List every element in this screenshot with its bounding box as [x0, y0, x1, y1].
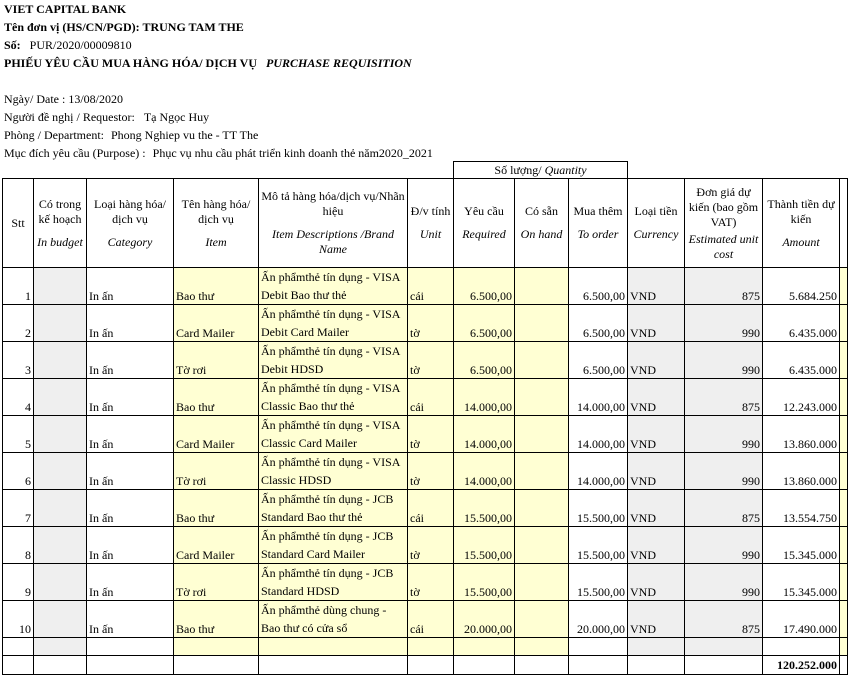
required-qty: 15.500,00: [454, 527, 515, 564]
unit-cost-cell: 875: [685, 268, 763, 305]
row-number: 9: [3, 564, 34, 601]
unit-cost-cell: 990: [685, 416, 763, 453]
requisition-table: [2, 161, 848, 675]
category-cell: In ấn: [87, 527, 174, 564]
item-cell: Tờ rơi: [174, 564, 259, 601]
col-header-item: Tên hàng hóa/ dịch vụ Item: [174, 179, 259, 268]
description-cell: Ấn phẩmthẻ tín dụng - VISA Classic Bao thư thẻ: [259, 379, 408, 416]
to-order-qty: 6.500,00: [569, 305, 628, 342]
date-label: Ngày/ Date :: [4, 92, 66, 106]
form-title-vi: PHIẾU YÊU CẦU MUA HÀNG HÓA/ DỊCH VỤ: [4, 56, 258, 70]
unit-cell: tờ: [408, 564, 454, 601]
to-order-qty: 6.500,00: [569, 268, 628, 305]
row-number: 4: [3, 379, 34, 416]
to-order-qty: 15.500,00: [569, 527, 628, 564]
total-row: [3, 656, 848, 675]
category-cell: In ấn: [87, 564, 174, 601]
currency-cell: VND: [628, 564, 685, 601]
item-cell: Tờ rơi: [174, 342, 259, 379]
col-header-to-order: Mua thêm To order: [569, 179, 628, 268]
unit-cell: tờ: [408, 527, 454, 564]
col-header-on-hand: Có sẵn On hand: [515, 179, 569, 268]
currency-cell: VND: [628, 305, 685, 342]
edge-cell: [840, 564, 848, 601]
currency-cell: VND: [628, 601, 685, 638]
unit-cost-cell: 990: [685, 342, 763, 379]
currency-cell: VND: [628, 342, 685, 379]
table-row: [3, 342, 848, 379]
bank-name: VIET CAPITAL BANK: [4, 2, 127, 16]
purpose-label: Mục đích yêu cầu (Purpose) :: [4, 146, 146, 160]
currency-cell: VND: [628, 268, 685, 305]
to-order-qty: 15.500,00: [569, 490, 628, 527]
required-qty: 6.500,00: [454, 342, 515, 379]
column-header-row: [3, 179, 848, 268]
in-budget-cell: [34, 416, 87, 453]
amount-cell: 13.860.000: [763, 416, 840, 453]
required-qty: 6.500,00: [454, 305, 515, 342]
category-cell: In ấn: [87, 416, 174, 453]
edge-cell: [840, 342, 848, 379]
in-budget-cell: [34, 305, 87, 342]
amount-cell: 13.860.000: [763, 453, 840, 490]
edge-cell: [840, 527, 848, 564]
requestor-label: Người đề nghị / Requestor:: [4, 110, 135, 124]
unit-cell: tờ: [408, 416, 454, 453]
required-qty: 15.500,00: [454, 490, 515, 527]
row-number: 1: [3, 268, 34, 305]
required-qty: 15.500,00: [454, 564, 515, 601]
item-cell: Bao thư: [174, 268, 259, 305]
unit-cell: tờ: [408, 453, 454, 490]
department-label: Phòng / Department:: [4, 128, 104, 142]
on-hand-qty: [515, 416, 569, 453]
unit-cost-cell: 990: [685, 564, 763, 601]
edge-cell: [840, 453, 848, 490]
category-cell: In ấn: [87, 268, 174, 305]
table-row: [3, 268, 848, 305]
description-cell: Ấn phẩmthẻ tín dụng - VISA Classic HDSD: [259, 453, 408, 490]
to-order-qty: 6.500,00: [569, 342, 628, 379]
to-order-qty: 15.500,00: [569, 564, 628, 601]
doc-number-value: PUR/2020/00009810: [29, 38, 132, 52]
in-budget-cell: [34, 342, 87, 379]
in-budget-cell: [34, 453, 87, 490]
item-cell: Tờ rơi: [174, 453, 259, 490]
description-cell: Ấn phẩmthẻ tín dụng - VISA Debit Bao thư thẻ: [259, 268, 408, 305]
table-row: [3, 416, 848, 453]
required-qty: 14.000,00: [454, 416, 515, 453]
in-budget-cell: [34, 379, 87, 416]
unit-cost-cell: 990: [685, 305, 763, 342]
in-budget-cell: [34, 601, 87, 638]
required-qty: 20.000,00: [454, 601, 515, 638]
unit-cost-cell: 875: [685, 601, 763, 638]
department-value: Phong Nghiep vu the - TT The: [110, 128, 259, 142]
amount-cell: 17.490.000: [763, 601, 840, 638]
amount-cell: 15.345.000: [763, 527, 840, 564]
date-line: [4, 92, 123, 106]
table-row: [3, 564, 848, 601]
required-qty: 6.500,00: [454, 268, 515, 305]
to-order-qty: 20.000,00: [569, 601, 628, 638]
in-budget-cell: [34, 564, 87, 601]
unit-cell: cái: [408, 490, 454, 527]
required-qty: 14.000,00: [454, 453, 515, 490]
col-header-in-budget: Có trong kế hoạch In budget: [34, 179, 87, 268]
purpose-line: [4, 146, 433, 160]
total-amount: 120.252.000: [763, 656, 840, 675]
in-budget-cell: [34, 490, 87, 527]
table-row: [3, 490, 848, 527]
col-header-category: Loại hàng hóa/ dịch vụ Category: [87, 179, 174, 268]
date-value: 13/08/2020: [68, 92, 123, 106]
amount-cell: 12.243.000: [763, 379, 840, 416]
edge-cell: [840, 416, 848, 453]
row-number: 6: [3, 453, 34, 490]
description-cell: Ấn phẩmthẻ tín dụng - JCB Standard Card Mailer: [259, 527, 408, 564]
on-hand-qty: [515, 601, 569, 638]
on-hand-qty: [515, 379, 569, 416]
item-cell: Bao thư: [174, 490, 259, 527]
category-cell: In ấn: [87, 490, 174, 527]
on-hand-qty: [515, 527, 569, 564]
amount-cell: 6.435.000: [763, 342, 840, 379]
doc-number-label: Số:: [4, 38, 21, 52]
item-cell: Card Mailer: [174, 416, 259, 453]
to-order-qty: 14.000,00: [569, 453, 628, 490]
description-cell: Ấn phẩmthẻ tín dụng - JCB Standard Bao thư thẻ: [259, 490, 408, 527]
table-row: [3, 305, 848, 342]
description-cell: Ấn phẩmthẻ dùng chung - Bao thư có cửa sổ: [259, 601, 408, 638]
row-number: 5: [3, 416, 34, 453]
on-hand-qty: [515, 564, 569, 601]
row-number: 7: [3, 490, 34, 527]
col-header-required: Yêu cầu Required: [454, 179, 515, 268]
col-header-description: Mô tả hàng hóa/dịch vụ/Nhãn hiệu Item Descriptions /Brand Name: [259, 179, 408, 268]
unit-cell: tờ: [408, 305, 454, 342]
description-cell: Ấn phẩmthẻ tín dụng - JCB Standard HDSD: [259, 564, 408, 601]
col-header-amount: Thành tiền dự kiến Amount: [763, 179, 840, 268]
unit-cost-cell: 990: [685, 527, 763, 564]
on-hand-qty: [515, 305, 569, 342]
amount-cell: 5.684.250: [763, 268, 840, 305]
table-row: [3, 453, 848, 490]
requestor-value: Tạ Ngọc Huy: [143, 110, 210, 124]
department-line: [4, 128, 258, 142]
on-hand-qty: [515, 342, 569, 379]
edge-cell: [840, 490, 848, 527]
unit-cell: cái: [408, 601, 454, 638]
unit-cost-cell: 990: [685, 453, 763, 490]
edge-cell: [840, 601, 848, 638]
form-title: [4, 56, 412, 70]
item-cell: Card Mailer: [174, 305, 259, 342]
form-title-en: PURCHASE REQUISITION: [266, 56, 412, 70]
row-number: 10: [3, 601, 34, 638]
category-cell: In ấn: [87, 342, 174, 379]
to-order-qty: 14.000,00: [569, 416, 628, 453]
category-cell: In ấn: [87, 453, 174, 490]
unit-cost-cell: 875: [685, 379, 763, 416]
description-cell: Ấn phẩmthẻ tín dụng - VISA Classic Card Mailer: [259, 416, 408, 453]
in-budget-cell: [34, 527, 87, 564]
requestor-line: [4, 110, 209, 124]
edge-cell: [840, 379, 848, 416]
currency-cell: VND: [628, 527, 685, 564]
row-number: 8: [3, 527, 34, 564]
currency-cell: VND: [628, 490, 685, 527]
description-cell: Ấn phẩmthẻ tín dụng - VISA Debit Card Mailer: [259, 305, 408, 342]
currency-cell: VND: [628, 453, 685, 490]
on-hand-qty: [515, 490, 569, 527]
col-header-stt: Stt: [3, 179, 34, 268]
item-cell: Bao thư: [174, 379, 259, 416]
table-row: [3, 601, 848, 638]
on-hand-qty: [515, 453, 569, 490]
item-cell: Bao thư: [174, 601, 259, 638]
currency-cell: VND: [628, 379, 685, 416]
amount-cell: 6.435.000: [763, 305, 840, 342]
edge-cell: [840, 305, 848, 342]
category-cell: In ấn: [87, 379, 174, 416]
required-qty: 14.000,00: [454, 379, 515, 416]
unit-cell: cái: [408, 268, 454, 305]
edge-cell: [840, 268, 848, 305]
quantity-group-header: Số lượng/ Quantity: [454, 162, 628, 179]
purpose-value: Phục vụ nhu cầu phát triển kinh doanh thẻ năm2020_2021: [152, 146, 433, 160]
category-cell: In ấn: [87, 305, 174, 342]
description-cell: Ấn phẩmthẻ tín dụng - VISA Debit HDSD: [259, 342, 408, 379]
unit-cost-cell: 875: [685, 490, 763, 527]
amount-cell: 15.345.000: [763, 564, 840, 601]
row-number: 3: [3, 342, 34, 379]
spacer-row: [3, 638, 848, 656]
to-order-qty: 14.000,00: [569, 379, 628, 416]
table-row: [3, 527, 848, 564]
col-header-currency: Loại tiền Currency: [628, 179, 685, 268]
quantity-group-row: [3, 162, 848, 179]
doc-number: [4, 38, 132, 52]
unit-cell: tờ: [408, 342, 454, 379]
unit-name: Tên đơn vị (HS/CN/PGD): TRUNG TAM THE: [4, 20, 244, 34]
in-budget-cell: [34, 268, 87, 305]
col-header-unit: Đ/v tính Unit: [408, 179, 454, 268]
table-row: [3, 379, 848, 416]
currency-cell: VND: [628, 416, 685, 453]
category-cell: In ấn: [87, 601, 174, 638]
item-cell: Card Mailer: [174, 527, 259, 564]
col-header-unit-cost: Đơn giá dự kiến (bao gồm VAT) Estimated unit cost: [685, 179, 763, 268]
row-number: 2: [3, 305, 34, 342]
amount-cell: 13.554.750: [763, 490, 840, 527]
on-hand-qty: [515, 268, 569, 305]
unit-cell: cái: [408, 379, 454, 416]
